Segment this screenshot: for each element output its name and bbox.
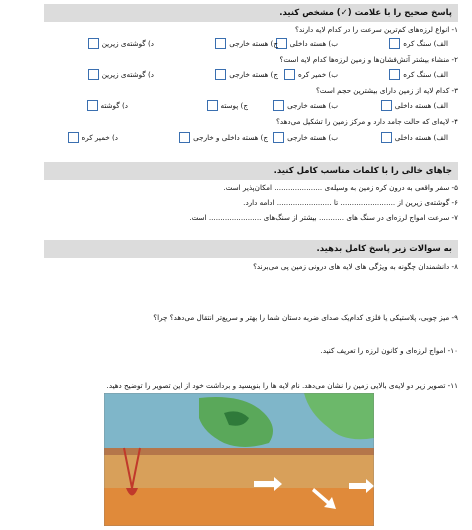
- q2-option-c[interactable]: ج) هسته خارجی: [215, 69, 278, 80]
- q4-option-c[interactable]: ج) هسته داخلی و خارجی: [179, 132, 268, 143]
- q2-option-a[interactable]: الف) سنگ کره: [389, 69, 448, 80]
- section1-title: پاسخ صحیح را با علامت (✓) مشخص کنید.: [279, 8, 452, 18]
- q4-option-a[interactable]: الف) هسته داخلی: [381, 132, 448, 143]
- section1-header: [44, 4, 458, 22]
- section3-title: به سوالات زیر پاسخ کامل بدهید.: [316, 244, 452, 254]
- q1-option-c[interactable]: ج) هسته خارجی: [215, 38, 278, 49]
- question-11: ۱۱- تصویر زیر دو لایه‌ی بالایی زمین را نشان می‌دهد. نام لایه ها را بنویسید و برداشت خود از این تصویر را توضیح دهید.: [106, 381, 458, 390]
- section3-header: [44, 240, 458, 258]
- section2-header: [44, 162, 458, 180]
- checkbox[interactable]: [273, 100, 284, 111]
- q2-option-d[interactable]: د) گوشته‌ی زیرین: [88, 69, 154, 80]
- q1-option-b[interactable]: ب) هسته داخلی: [276, 38, 338, 49]
- q4-option-d[interactable]: د) خمیر کره: [68, 132, 118, 143]
- question-8: ۸- دانشمندان چگونه به ویژگی های لایه های درونی زمین پی می‌برند؟: [253, 262, 458, 271]
- question-7: ۷- سرعت امواج لرزه‌ای در سنگ های ........... بیشتر از سنگ‌های ....................... است.: [189, 213, 458, 222]
- q2-option-b[interactable]: ب) خمیر کره: [284, 69, 338, 80]
- q3-option-d[interactable]: د) گوشته: [87, 100, 128, 111]
- checkbox[interactable]: [389, 69, 400, 80]
- checkbox[interactable]: [88, 38, 99, 49]
- checkbox[interactable]: [381, 100, 392, 111]
- q3-option-b[interactable]: ب) هسته خارجی: [273, 100, 338, 111]
- section2-title: جاهای خالی را با کلمات مناسب کامل کنید.: [273, 166, 452, 176]
- question-2: ۲- منشاء بیشتر آتش‌فشان‌ها و زمین لرزه‌ها کدام لایه است؟: [279, 55, 458, 64]
- q1-option-d[interactable]: د) گوشته‌ی زیرین: [88, 38, 154, 49]
- q1-option-a[interactable]: الف) سنگ کره: [389, 38, 448, 49]
- question-6: ۶- گوشته‌ی زیرین از ........................ تا ........................ ادامه دارد.: [243, 198, 458, 207]
- question-3: ۳- کدام لایه از زمین دارای بیشترین حجم است؟: [315, 86, 458, 95]
- crust-band: [104, 448, 374, 455]
- question-1: ۱- انواع لرزه‌های کم‌ترین سرعت را در کدام لایه دارند؟: [295, 25, 458, 34]
- question-9: ۹- میز چوبی، پلاستیکی یا فلزی کدام‌یک صدای ضربه دستان شما را بهتر و سریع‌تر انتقال می‌دهد؟ چرا؟: [153, 313, 458, 322]
- checkbox[interactable]: [179, 132, 190, 143]
- checkbox[interactable]: [87, 100, 98, 111]
- question-4: ۴- لایه‌ای که حالت جامد دارد و مرکز زمین را تشکیل می‌دهد؟: [276, 117, 458, 126]
- checkbox[interactable]: [68, 132, 79, 143]
- checkbox[interactable]: [389, 38, 400, 49]
- earth-layers-illustration: [104, 393, 374, 526]
- checkbox[interactable]: [381, 132, 392, 143]
- earth-cross-section-image: [104, 393, 374, 526]
- q3-option-a[interactable]: الف) هسته داخلی: [381, 100, 448, 111]
- question-10: ۱۰- امواج لرزه‌ای و کانون لرزه را تعریف کنید.: [320, 346, 458, 355]
- checkbox[interactable]: [207, 100, 218, 111]
- q4-option-b[interactable]: ب) هسته خارجی: [273, 132, 338, 143]
- q3-option-c[interactable]: ج) پوسته: [207, 100, 249, 111]
- question-5: ۵- سفر واقعی به درون کره زمین به وسیله‌ی ..................... امکان‌پذیر است.: [223, 183, 458, 192]
- checkbox[interactable]: [284, 69, 295, 80]
- checkbox[interactable]: [215, 69, 226, 80]
- checkbox[interactable]: [273, 132, 284, 143]
- checkbox[interactable]: [88, 69, 99, 80]
- checkbox[interactable]: [215, 38, 226, 49]
